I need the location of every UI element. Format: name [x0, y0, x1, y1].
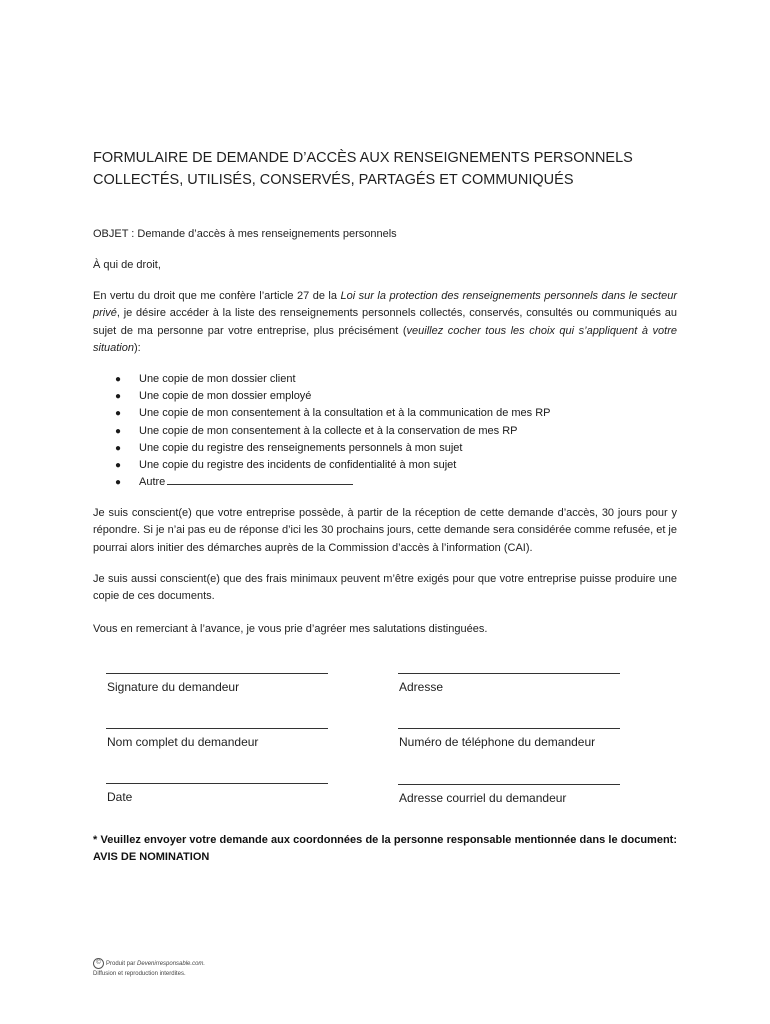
email-label: Adresse courriel du demandeur: [399, 791, 567, 805]
object-line: OBJET : Demande d’accès à mes renseignements personnels: [93, 228, 397, 240]
copyright-icon: ©: [93, 958, 104, 969]
address-label: Adresse: [399, 680, 444, 694]
other-input-line[interactable]: [167, 474, 353, 485]
title-line-1: FORMULAIRE DE DEMANDE D’ACCÈS AUX RENSEIGNEMENTS PERSONNELS: [93, 150, 633, 166]
choice-label: Une copie de mon dossier client: [139, 373, 296, 385]
salutation: À qui de droit,: [93, 259, 161, 271]
signature-field: [106, 661, 328, 694]
phone-label: Numéro de téléphone du demandeur: [399, 735, 596, 749]
delay-paragraph: Je suis conscient(e) que votre entreprise possède, à partir de la réception de cette demande d’accès, 30 jours pour y répondre. Si je n’ai pas eu de réponse d’ici les 30 prochains jours, cette demande sera considérée comme refusée, et je pourrai alors initier des démarches auprès de la Commission d’accès à l’information (CAI).: [93, 507, 677, 554]
date-label: Date: [107, 790, 133, 804]
intro-text-2: , je désire accéder à la liste des renseignements personnels collectés, conservés, consultés ou communiqués au sujet de ma personne par votre entreprise, plus précisément (: [93, 307, 677, 337]
fees-paragraph: Je suis aussi conscient(e) que des frais minimaux peuvent m’être exigés pour que votre entreprise puisse produire une copie de ces documents.: [93, 573, 677, 603]
address-line[interactable]: [398, 661, 620, 674]
footer: [93, 958, 205, 979]
choice-label: Une copie de mon consentement à la consultation et à la communication de mes RP: [139, 407, 551, 420]
choice-consent-collection[interactable]: [93, 423, 653, 440]
bullet-icon: ●: [115, 460, 122, 472]
bullet-icon: ●: [115, 408, 122, 420]
choice-consent-consultation[interactable]: [93, 405, 653, 422]
signature-label: Signature du demandeur: [107, 680, 240, 694]
phone-field: [398, 716, 620, 749]
phone-line[interactable]: [398, 716, 620, 729]
full-name-line[interactable]: [106, 716, 328, 729]
footer-site: Devenirresponsable.com.: [137, 961, 206, 968]
choice-other[interactable]: [93, 474, 653, 491]
footer-produced-by: Produit par: [106, 961, 138, 968]
footer-rights: Diffusion et reproduction interdites.: [93, 971, 186, 978]
law-name: Loi sur la protection des renseignements personnels dans le secteur privé: [93, 290, 677, 320]
closing-paragraph: Vous en remerciant à l’avance, je vous prie d’agréer mes salutations distinguées.: [93, 623, 488, 635]
choice-list: [93, 371, 653, 491]
choice-label: Une copie du registre des renseignements personnels à mon sujet: [139, 441, 463, 454]
signature-line[interactable]: [106, 661, 328, 674]
full-name-field: [106, 716, 328, 749]
choice-label: Autre: [139, 476, 166, 489]
intro-text-1: En vertu du droit que me confère l’article 27 de la: [93, 290, 341, 302]
address-field: [398, 661, 620, 694]
choice-employee-file[interactable]: [93, 388, 653, 405]
bullet-icon: ●: [115, 374, 122, 385]
bullet-icon: ●: [115, 425, 122, 437]
intro-text-3: ):: [133, 342, 141, 355]
choice-label: Une copie de mon consentement à la collecte et à la conservation de mes RP: [139, 424, 518, 437]
bullet-icon: ●: [115, 442, 122, 454]
choice-client-file[interactable]: [93, 371, 653, 388]
intro-paragraph: [93, 288, 677, 358]
title-line-2: COLLECTÉS, UTILISÉS, CONSERVÉS, PARTAGÉS ET COMMUNIQUÉS: [93, 172, 574, 188]
form-title: [93, 147, 693, 191]
choice-label: Une copie de mon dossier employé: [139, 390, 312, 403]
full-name-label: Nom complet du demandeur: [107, 735, 259, 749]
date-line[interactable]: [106, 771, 328, 784]
email-field: [398, 772, 620, 805]
email-line[interactable]: [398, 772, 620, 785]
date-field: [106, 771, 328, 804]
bullet-icon: ●: [115, 391, 122, 403]
sending-note: * Veuillez envoyer votre demande aux coordonnées de la personne responsable mentionnée dans le document: AVIS DE NOMINATION: [93, 834, 677, 864]
choice-personal-info-register[interactable]: [93, 440, 653, 457]
bullet-icon: ●: [115, 477, 122, 489]
choice-incident-register[interactable]: [93, 457, 653, 474]
instruction-text: veuillez cocher tous les choix qui s’appliquent à votre situation: [93, 324, 677, 355]
choice-label: Une copie du registre des incidents de confidentialité à mon sujet: [139, 459, 457, 472]
